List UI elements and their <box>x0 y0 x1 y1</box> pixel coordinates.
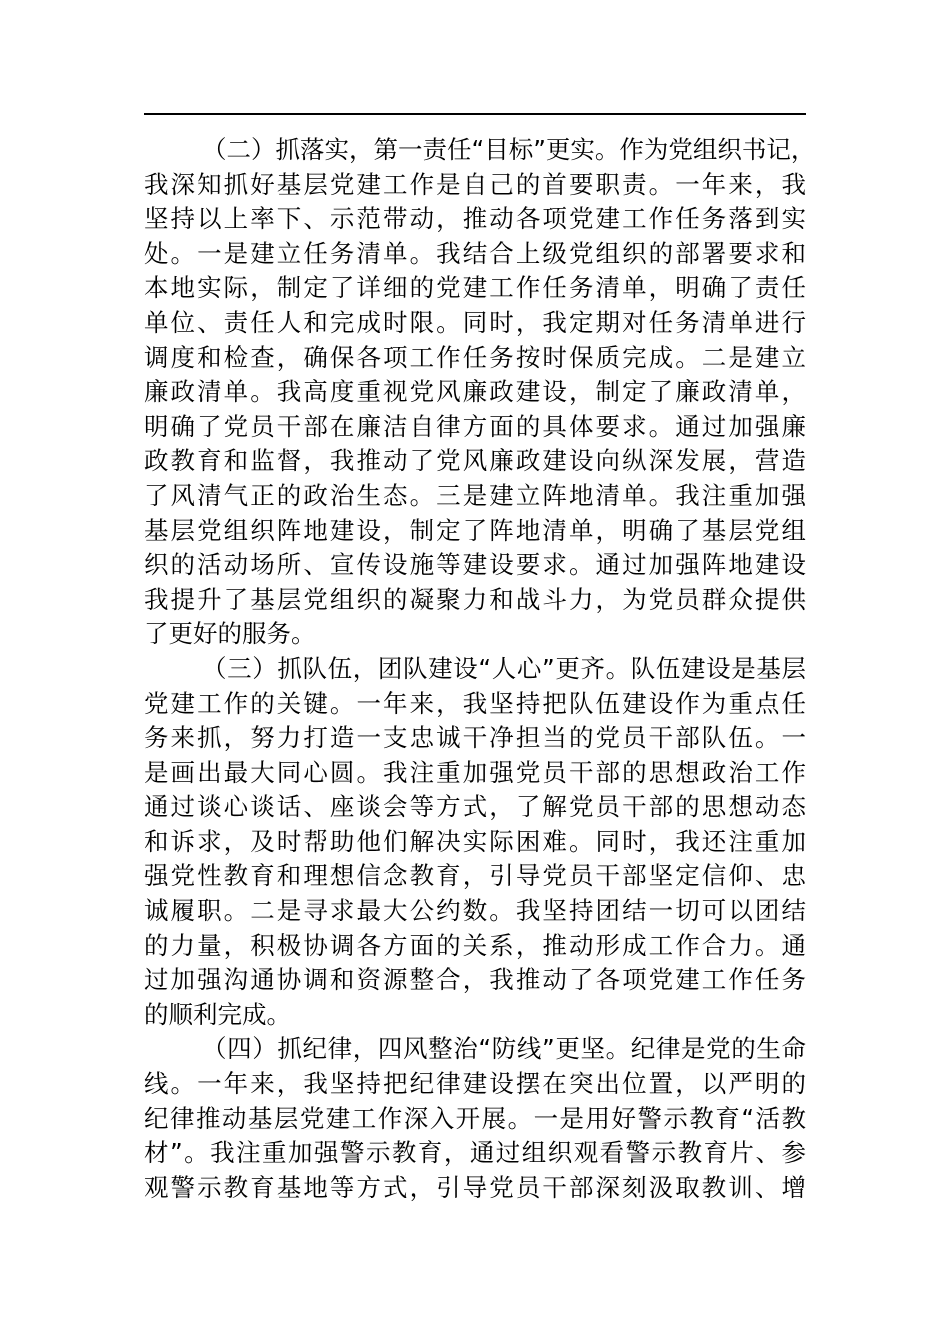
text-line: 调度和检查，确保各项工作任务按时保质完成。二是建立 <box>144 342 806 372</box>
text-line: 了风清气正的政治生态。三是建立阵地清单。我注重加强 <box>144 480 806 510</box>
header-rule <box>144 113 806 115</box>
text-line: 通过谈心谈话、座谈会等方式，了解党员干部的思想动态 <box>144 792 806 822</box>
text-line: 诚履职。二是寻求最大公约数。我坚持团结一切可以团结 <box>144 896 806 926</box>
text-line: 的顺利完成。 <box>144 999 291 1029</box>
text-line: 是画出最大同心圆。我注重加强党员干部的思想政治工作 <box>144 757 806 787</box>
text-line: 党建工作的关键。一年来，我坚持把队伍建设作为重点任 <box>144 688 806 718</box>
text-line: （四）抓纪律，四风整治“防线”更坚。纪律是党的生命 <box>202 1034 806 1064</box>
text-line: 单位、责任人和完成时限。同时，我定期对任务清单进行 <box>144 307 806 337</box>
text-line: （二）抓落实，第一责任“目标”更实。作为党组织书记， <box>202 135 816 164</box>
text-line: 观警示教育基地等方式，引导党员干部深刻汲取教训、增 <box>144 1172 806 1202</box>
text-line: 务来抓，努力打造一支忠诚干净担当的党员干部队伍。一 <box>144 723 806 753</box>
text-line: 处。一是建立任务清单。我结合上级党组织的部署要求和 <box>144 238 806 268</box>
text-line: 本地实际，制定了详细的党建工作任务清单，明确了责任 <box>144 273 806 303</box>
text-line: 了更好的服务。 <box>144 619 316 649</box>
text-line: 纪律推动基层党建工作深入开展。一是用好警示教育“活教 <box>144 1103 806 1133</box>
text-line: 过加强沟通协调和资源整合，我推动了各项党建工作任务 <box>144 965 806 995</box>
text-line: （三）抓队伍，团队建设“人心”更齐。队伍建设是基层 <box>202 653 806 683</box>
text-line: 织的活动场所、宣传设施等建设要求。通过加强阵地建设 <box>144 550 806 580</box>
text-line: 我深知抓好基层党建工作是自己的首要职责。一年来，我 <box>144 169 806 199</box>
text-line: 材”。我注重加强警示教育，通过组织观看警示教育片、参 <box>144 1138 806 1168</box>
text-line: 基层党组织阵地建设，制定了阵地清单，明确了基层党组 <box>144 515 806 545</box>
text-line: 政教育和监督，我推动了党风廉政建设向纵深发展，营造 <box>144 446 806 476</box>
text-line: 线。一年来，我坚持把纪律建设摆在突出位置，以严明的 <box>144 1069 806 1099</box>
text-line: 的力量，积极协调各方面的关系，推动形成工作合力。通 <box>144 930 806 960</box>
text-line: 坚持以上率下、示范带动，推动各项党建工作任务落到实 <box>144 204 806 234</box>
document-body <box>144 133 816 1205</box>
text-line: 廉政清单。我高度重视党风廉政建设，制定了廉政清单， <box>144 377 806 407</box>
text-line: 明确了党员干部在廉洁自律方面的具体要求。通过加强廉 <box>144 411 806 441</box>
text-line: 和诉求，及时帮助他们解决实际困难。同时，我还注重加 <box>144 826 806 856</box>
text-line: 强党性教育和理想信念教育，引导党员干部坚定信仰、忠 <box>144 861 806 891</box>
text-line: 我提升了基层党组织的凝聚力和战斗力，为党员群众提供 <box>144 584 806 614</box>
